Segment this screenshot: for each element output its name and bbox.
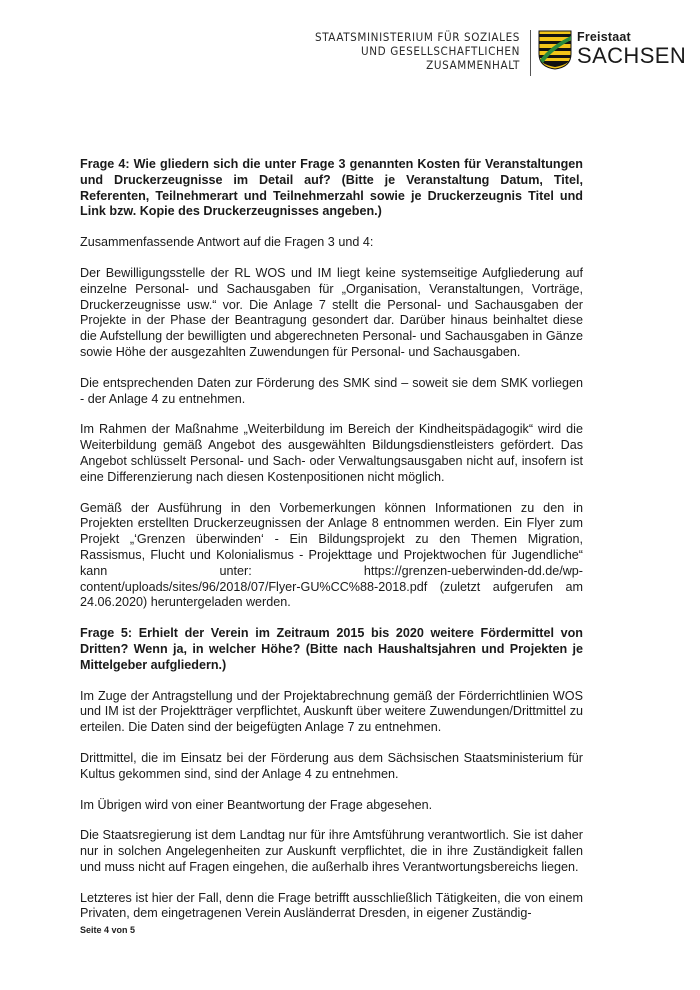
document-body	[80, 157, 583, 922]
ministry-name	[315, 30, 520, 73]
page-number: Seite 4 von 5	[80, 925, 136, 935]
answer-paragraph-2: Die entsprechenden Daten zur Förderung des SMK sind – soweit sie dem SMK vorliegen - der Anlage 4 zu entnehmen.	[80, 375, 583, 406]
answer-paragraph-5: Im Zuge der Antragstellung und der Projektabrechnung gemäß der Förderrichtlinien WOS und IM ist der Projektträger verpflichtet, Auskunft über weitere Zuwendungen/Drittmittel zu erteilen. Die Daten sind der beigefügten Anlage 7 zu entnehmen.	[80, 688, 583, 735]
question-4: Frage 4: Wie gliedern sich die unter Frage 3 genannten Kosten für Veranstaltungen und Druckerzeugnisse im Detail auf? (Bitte je Veranstaltung Datum, Titel, Referenten, Teilnehmerart und Teilnehmerzahl sowie je Druckerzeugnis Titel und Link bzw. Kopie des Druckerzeugnisses angeben.)	[80, 157, 583, 219]
ministry-line-3: ZUSAMMENHALT	[426, 58, 520, 73]
ministry-line-1: STAATSMINISTERIUM FÜR SOZIALES	[315, 30, 520, 44]
state-wordmark	[577, 31, 686, 68]
answer-paragraph-4: Gemäß der Ausführung in den Vorbemerkungen können Informationen zu den in Projekten erstellten Druckerzeugnissen der Anlage 8 entnommen werden. Ein Flyer zum Projekt „‘Grenzen überwinden‘ - Ein Bildungsprojekt zu den Themen Migration, Rassismus, Flucht und Kolonialismus - Projekttage und Projektwochen für Jugendliche“ kann unter: https://grenzen-ueberwinden-dd.de/wp-content/uploads/sites/96/2018/07/Flyer-GU%CC%88-2018.pdf (zuletzt aufgerufen am 24.06.2020) heruntergeladen werden.	[80, 500, 583, 610]
answer-paragraph-6: Drittmittel, die im Einsatz bei der Förderung aus dem Sächsischen Staatsministerium für Kultus gekommen sind, sind der Anlage 4 zu entnehmen.	[80, 750, 583, 781]
state-label-big: SACHSEN	[577, 43, 687, 68]
answer-paragraph-9: Letzteres ist hier der Fall, denn die Frage betrifft ausschließlich Tätigkeiten, die von einem Privaten, dem eingetragenen Verein Ausländerrat Dresden, in eigener Zuständig-	[80, 890, 583, 921]
answer-paragraph-1: Der Bewilligungsstelle der RL WOS und IM liegt keine systemseitige Aufgliederung auf einzelne Personal- und Sachausgaben für „Organisation, Veranstaltungen, Vorträge, Druckerzeugnisse usw.“ vor. Die Anlage 7 stellt die Personal- und Sachausgaben der Projekte in der Phase der Beantragung gesondert dar. Darüber hinaus beinhaltet diese die Aufstellung der bewilligten und abgerechneten Personal- und Sachausgaben in Gänze sowie Höhe der ausgezahlten Zuwendungen für Personal- und Sachausgaben.	[80, 265, 583, 359]
letterhead-divider	[530, 30, 531, 76]
ministry-line-2: UND GESELLSCHAFTLICHEN	[361, 44, 520, 59]
saxony-crest-icon	[538, 30, 572, 70]
letterhead	[0, 24, 700, 84]
answer-paragraph-7: Im Übrigen wird von einer Beantwortung der Frage abgesehen.	[80, 797, 433, 812]
question-5: Frage 5: Erhielt der Verein im Zeitraum 2015 bis 2020 weitere Fördermittel von Dritten? Wenn ja, in welcher Höhe? (Bitte nach Haushaltsjahren und Projekten je Mittelgeber aufgliedern.)	[80, 626, 583, 672]
state-label-small: Freistaat	[577, 30, 631, 44]
answer-heading: Zusammenfassende Antwort auf die Fragen 3 und 4:	[80, 235, 374, 250]
answer-paragraph-8: Die Staatsregierung ist dem Landtag nur für ihre Amtsführung verantwortlich. Sie ist daher nur in solchen Angelegenheiten zur Auskunft verpflichtet, die in ihre Zuständigkeit fallen und muss nicht auf Fragen eingehen, die außerhalb ihres Verantwortungsbereichs liegen.	[80, 828, 583, 874]
answer-paragraph-3: Im Rahmen der Maßnahme „Weiterbildung im Bereich der Kindheitspädagogik“ wird die Weiterbildung gemäß Angebot des ausgewählten Bildungsdienstleisters gefördert. Das Angebot schlüsselt Personal- und Sach- oder Verwaltungsausgaben nicht auf, insofern ist eine Differenzierung nach diesen Kostenpositionen nicht möglich.	[80, 422, 583, 484]
